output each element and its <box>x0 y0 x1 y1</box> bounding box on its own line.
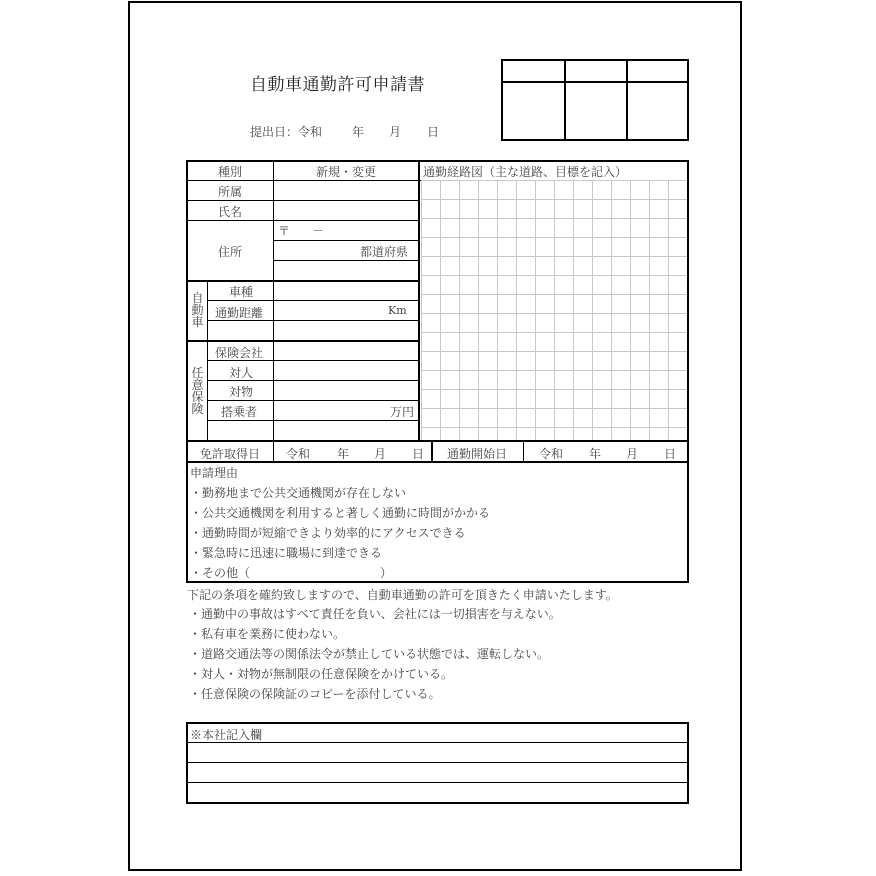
route-map-grid[interactable] <box>421 180 687 440</box>
car-section-label: 自 動 車 <box>191 291 204 329</box>
start-day: 日 <box>664 447 677 461</box>
ins-passenger-label: 搭乗者 <box>221 405 258 419</box>
name-field[interactable] <box>275 201 417 219</box>
office-use-label: ※本社記入欄 <box>190 728 263 742</box>
postal-mark: 〒 <box>278 224 291 238</box>
reasons-box <box>186 461 689 583</box>
term-item: ・任意保険の保険証のコピーを添付している。 <box>189 687 441 701</box>
license-date-label: 免許取得日 <box>200 447 261 461</box>
insurance-section-label: 任 意 保 険 <box>191 366 204 416</box>
submit-year-label: 年 <box>352 125 365 139</box>
kind-label: 種別 <box>218 165 243 179</box>
terms-intro: 下記の条項を確約致しますので、自動車通勤の許可を頂きたく申請いたします。 <box>187 588 618 602</box>
license-day: 日 <box>412 447 425 461</box>
reasons-title: 申請理由 <box>190 466 239 480</box>
reason-item[interactable]: ・公共交通機関を利用すると著しく通勤に時間がかかる <box>190 506 491 520</box>
kind-value[interactable]: 新規・変更 <box>316 165 377 179</box>
reason-item[interactable]: ・通勤時間が短縮できより効率的にアクセスできる <box>190 526 466 540</box>
reason-item[interactable]: ・緊急時に迅速に職場に到達できる <box>190 546 383 560</box>
start-date-label: 通勤開始日 <box>447 447 508 461</box>
term-item: ・道路交通法等の関係法令が禁止している状態では、運転しない。 <box>189 647 550 661</box>
license-era: 令和 <box>286 447 311 461</box>
reason-item[interactable]: ・勤務地まで公共交通機関が存在しない <box>190 486 407 500</box>
submit-day-label: 日 <box>427 125 440 139</box>
start-year: 年 <box>589 447 602 461</box>
ins-company-label: 保険会社 <box>215 346 264 360</box>
ins-unit: 万円 <box>390 405 415 419</box>
ins-property-label: 対物 <box>229 385 254 399</box>
dept-field[interactable] <box>275 181 417 199</box>
name-label: 氏名 <box>218 205 243 219</box>
distance-unit: Km <box>388 304 407 317</box>
approval-stamp-box <box>501 59 689 141</box>
submit-month-label: 月 <box>389 125 402 139</box>
license-year: 年 <box>337 447 350 461</box>
dept-label: 所属 <box>218 185 243 199</box>
car-type-label: 車種 <box>229 285 254 299</box>
start-month: 月 <box>626 447 639 461</box>
ins-person-label: 対人 <box>229 366 254 380</box>
term-item: ・通勤中の事故はすべて責任を負い、会社には一切損害を与えない。 <box>189 607 561 621</box>
prefecture-label: 都道府県 <box>360 245 409 259</box>
form-title: 自動車通勤許可申請書 <box>250 75 425 95</box>
term-item: ・対人・対物が無制限の任意保険をかけている。 <box>189 667 454 681</box>
distance-label: 通勤距離 <box>215 306 264 320</box>
route-label: 通勤経路図（主な道路、目標を記入） <box>423 165 628 179</box>
term-item: ・私有車を業務に使わない。 <box>189 627 346 641</box>
reason-item[interactable]: ・その他（ <box>190 566 251 580</box>
reason-other-close: ） <box>380 566 393 580</box>
license-month: 月 <box>374 447 387 461</box>
address-label: 住所 <box>218 245 243 259</box>
start-era: 令和 <box>539 447 564 461</box>
postal-dash: － <box>312 224 325 238</box>
submit-date-label: 提出日：令和 <box>250 125 323 139</box>
